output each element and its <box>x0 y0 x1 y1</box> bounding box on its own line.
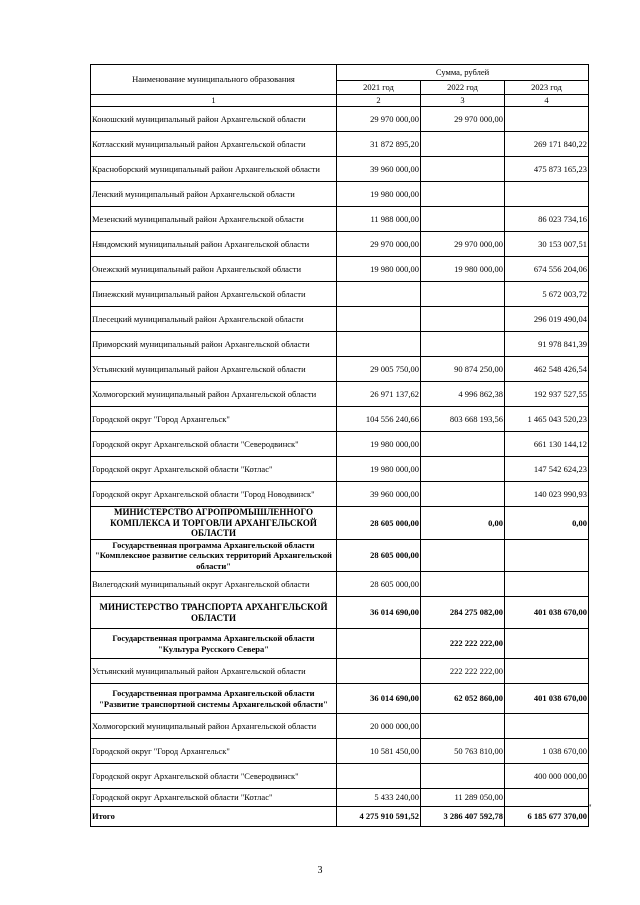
row-name: Городской округ Архангельской области "Северодвинск" <box>91 764 337 789</box>
row-value-2023: 147 542 624,23 <box>505 457 589 482</box>
row-value-2021: 26 971 137,62 <box>337 382 421 407</box>
table-row <box>91 307 589 332</box>
row-value-2022 <box>421 482 505 507</box>
row-name: Вилегодский муниципальный округ Архангельской области <box>91 572 337 597</box>
row-value-2021: 36 014 690,00 <box>337 684 421 714</box>
row-name: Ленский муниципальный район Архангельской области <box>91 182 337 207</box>
row-value-2021 <box>337 307 421 332</box>
row-value-2023: 475 873 165,23 <box>505 157 589 182</box>
row-name: Холмогорский муниципальный район Архангельской области <box>91 714 337 739</box>
row-value-2023: 5 672 003,72 <box>505 282 589 307</box>
table-row <box>91 257 589 282</box>
row-value-2021 <box>337 332 421 357</box>
row-name: Онежский муниципальный район Архангельской области <box>91 257 337 282</box>
row-value-2022: 222 222 222,00 <box>421 659 505 684</box>
row-name: Няндомский муниципальный район Архангельской области <box>91 232 337 257</box>
column-number-1: 1 <box>91 95 337 107</box>
row-name: Городской округ Архангельской области "Город Новодвинск" <box>91 482 337 507</box>
row-value-2022 <box>421 182 505 207</box>
row-value-2021: 104 556 240,66 <box>337 407 421 432</box>
row-name: Государственная программа Архангельской области "Развитие транспортной системы Архангельской области" <box>91 684 337 714</box>
row-value-2023: 1 465 043 520,23 <box>505 407 589 432</box>
row-value-2022 <box>421 332 505 357</box>
row-value-2021: 39 960 000,00 <box>337 482 421 507</box>
row-value-2021 <box>337 659 421 684</box>
row-value-2021: 19 980 000,00 <box>337 182 421 207</box>
row-value-2022: 19 980 000,00 <box>421 257 505 282</box>
table-row <box>91 457 589 482</box>
row-name: Устьянский муниципальный район Архангельской области <box>91 357 337 382</box>
row-value-2022: 90 874 250,00 <box>421 357 505 382</box>
row-value-2022 <box>421 457 505 482</box>
row-name: Государственная программа Архангельской области "Комплексное развитие сельских территорий Архангельской области" <box>91 539 337 572</box>
row-value-2022: 29 970 000,00 <box>421 107 505 132</box>
row-name: Городской округ Архангельской области "Котлас" <box>91 789 337 807</box>
row-value-2021: 19 980 000,00 <box>337 432 421 457</box>
column-number-3: 3 <box>421 95 505 107</box>
row-value-2022: 222 222 222,00 <box>421 629 505 659</box>
row-value-2021: 4 275 910 591,52 <box>337 807 421 827</box>
row-value-2023: 192 937 527,55 <box>505 382 589 407</box>
program-row <box>91 539 589 572</box>
row-name: МИНИСТЕРСТВО АГРОПРОМЫШЛЕННОГО КОМПЛЕКСА И ТОРГОВЛИ АРХАНГЕЛЬСКОЙ ОБЛАСТИ <box>91 507 337 540</box>
table-row <box>91 132 589 157</box>
row-value-2022 <box>421 714 505 739</box>
header-year-2022: 2022 год <box>421 81 505 95</box>
table-row <box>91 207 589 232</box>
row-name: Красноборский муниципальный район Архангельской области <box>91 157 337 182</box>
row-value-2022 <box>421 157 505 182</box>
row-name: Приморский муниципальный район Архангельской области <box>91 332 337 357</box>
row-value-2023: 401 038 670,00 <box>505 597 589 629</box>
row-name: Государственная программа Архангельской области "Культура Русского Севера" <box>91 629 337 659</box>
row-value-2022: 3 286 407 592,78 <box>421 807 505 827</box>
row-value-2021: 10 581 450,00 <box>337 739 421 764</box>
row-value-2021: 39 960 000,00 <box>337 157 421 182</box>
row-value-2022 <box>421 572 505 597</box>
table-row <box>91 659 589 684</box>
row-value-2023: 674 556 204,06 <box>505 257 589 282</box>
row-value-2023: 661 130 144,12 <box>505 432 589 457</box>
row-value-2022: 4 996 862,38 <box>421 382 505 407</box>
table-row <box>91 382 589 407</box>
table-row <box>91 714 589 739</box>
table-row <box>91 157 589 182</box>
table-row <box>91 332 589 357</box>
row-value-2021: 29 970 000,00 <box>337 107 421 132</box>
row-value-2021 <box>337 764 421 789</box>
header-name-column: Наименование муниципального образования <box>91 65 337 95</box>
header-sum-group: Сумма, рублей <box>337 65 589 81</box>
row-value-2023: 30 153 007,51 <box>505 232 589 257</box>
row-value-2023: 1 038 670,00 <box>505 739 589 764</box>
row-value-2021: 28 605 000,00 <box>337 572 421 597</box>
table-row <box>91 764 589 789</box>
table-row <box>91 107 589 132</box>
row-value-2022: 803 668 193,56 <box>421 407 505 432</box>
row-value-2022: 50 763 810,00 <box>421 739 505 764</box>
row-value-2022 <box>421 132 505 157</box>
row-value-2023: 6 185 677 370,00 <box>505 807 589 827</box>
row-value-2021: 29 970 000,00 <box>337 232 421 257</box>
row-value-2021: 31 872 895,20 <box>337 132 421 157</box>
row-name: Городской округ Архангельской области "Котлас" <box>91 457 337 482</box>
row-value-2023 <box>505 539 589 572</box>
program-row <box>91 629 589 659</box>
row-value-2023 <box>505 629 589 659</box>
row-value-2023 <box>505 182 589 207</box>
row-value-2021 <box>337 629 421 659</box>
program-row <box>91 684 589 714</box>
row-name: МИНИСТЕРСТВО ТРАНСПОРТА АРХАНГЕЛЬСКОЙ ОБЛАСТИ <box>91 597 337 629</box>
row-value-2022: 62 052 860,00 <box>421 684 505 714</box>
row-value-2023: 91 978 841,39 <box>505 332 589 357</box>
row-value-2022: 0,00 <box>421 507 505 540</box>
row-name: Холмогорский муниципальный район Архангельской области <box>91 382 337 407</box>
row-value-2023: 462 548 426,54 <box>505 357 589 382</box>
row-value-2022: 284 275 082,00 <box>421 597 505 629</box>
row-value-2022 <box>421 539 505 572</box>
row-value-2022 <box>421 764 505 789</box>
table-row <box>91 407 589 432</box>
row-name: Котласский муниципальный район Архангельской области <box>91 132 337 157</box>
table-row <box>91 432 589 457</box>
row-value-2023: 400 000 000,00 <box>505 764 589 789</box>
page-number: 3 <box>317 865 323 876</box>
row-value-2021: 28 605 000,00 <box>337 507 421 540</box>
column-number-2: 2 <box>337 95 421 107</box>
column-number-4: 4 <box>505 95 589 107</box>
row-value-2023: 296 019 490,04 <box>505 307 589 332</box>
row-value-2022 <box>421 282 505 307</box>
row-value-2023: 140 023 990,93 <box>505 482 589 507</box>
header-year-2023: 2023 год <box>505 81 589 95</box>
row-name: Пинежский муниципальный район Архангельской области <box>91 282 337 307</box>
table-row <box>91 789 589 807</box>
table-body <box>91 107 589 827</box>
ministry-row <box>91 597 589 629</box>
row-value-2022: 11 289 050,00 <box>421 789 505 807</box>
row-name: Плесецкий муниципальный район Архангельской области <box>91 307 337 332</box>
row-name: Городской округ "Город Архангельск" <box>91 407 337 432</box>
row-value-2021: 36 014 690,00 <box>337 597 421 629</box>
budget-table <box>90 64 589 827</box>
row-name: Мезенский муниципальный район Архангельской области <box>91 207 337 232</box>
row-value-2023 <box>505 714 589 739</box>
row-value-2022 <box>421 307 505 332</box>
row-value-2021: 28 605 000,00 <box>337 539 421 572</box>
row-value-2021: 19 980 000,00 <box>337 257 421 282</box>
row-value-2023 <box>505 572 589 597</box>
row-value-2022 <box>421 432 505 457</box>
row-value-2021: 5 433 240,00 <box>337 789 421 807</box>
row-value-2023: 86 023 734,16 <box>505 207 589 232</box>
total-row <box>91 807 589 827</box>
row-value-2023 <box>505 659 589 684</box>
ministry-row <box>91 507 589 540</box>
row-name: Коношский муниципальный район Архангельской области <box>91 107 337 132</box>
closing-quote: " <box>588 803 592 813</box>
table-row <box>91 282 589 307</box>
row-value-2021: 29 005 750,00 <box>337 357 421 382</box>
row-value-2021: 11 988 000,00 <box>337 207 421 232</box>
table-row <box>91 182 589 207</box>
header-year-2021: 2021 год <box>337 81 421 95</box>
row-value-2023 <box>505 789 589 807</box>
row-value-2022: 29 970 000,00 <box>421 232 505 257</box>
row-name: Городской округ Архангельской области "Северодвинск" <box>91 432 337 457</box>
table-row <box>91 572 589 597</box>
row-value-2023: 401 038 670,00 <box>505 684 589 714</box>
row-value-2022 <box>421 207 505 232</box>
row-value-2021: 20 000 000,00 <box>337 714 421 739</box>
table-row <box>91 482 589 507</box>
row-value-2023: 0,00 <box>505 507 589 540</box>
row-value-2021 <box>337 282 421 307</box>
row-name: Устьянский муниципальный район Архангельской области <box>91 659 337 684</box>
table-header <box>91 65 589 107</box>
row-value-2021: 19 980 000,00 <box>337 457 421 482</box>
row-value-2023: 269 171 840,22 <box>505 132 589 157</box>
table-row <box>91 357 589 382</box>
row-value-2023 <box>505 107 589 132</box>
row-name: Городской округ "Город Архангельск" <box>91 739 337 764</box>
row-name: Итого <box>91 807 337 827</box>
table-row <box>91 739 589 764</box>
table-row <box>91 232 589 257</box>
